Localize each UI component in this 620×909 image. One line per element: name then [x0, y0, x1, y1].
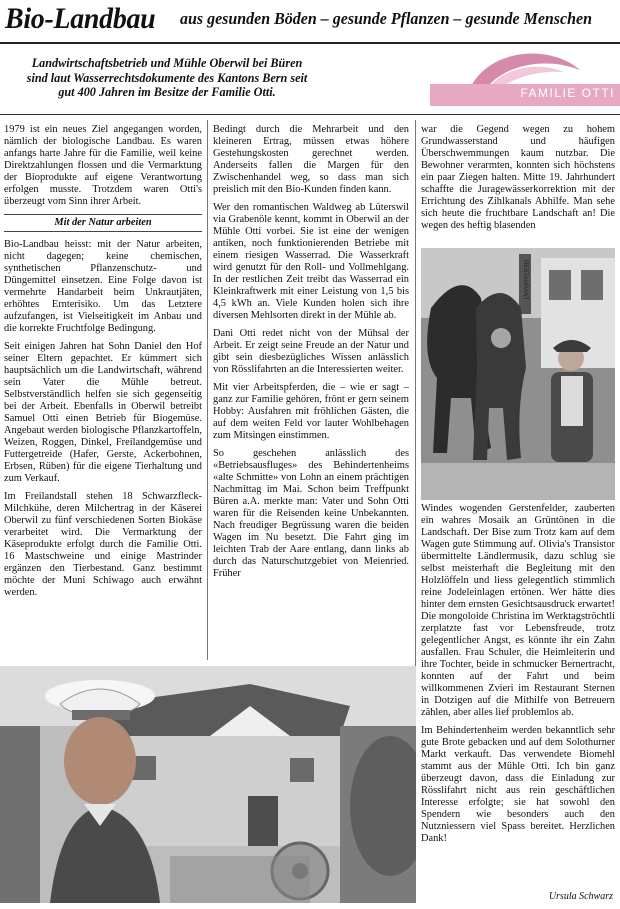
author-signature: Ursula Schwarz	[548, 891, 613, 902]
family-logo	[430, 48, 620, 110]
paragraph: Windes wogenden Gerstenfelder, zauberten ein wahres Mosaik an Grüntönen in die Landschaft. Der Bise zum Trotz kam auf dem Wagen gute Stimmung auf. Olivia's Transistor übermittelte Ländlermusik, dazu schlug sie selbst meisterhaft die Begleitung mit den Holzlöffeln und liess gelegentlich stimmlich reine Jodeleinlagen ertönen. Wer hätte dies hinter dem ernsten Gesichtsausdruck erwartet! Die mongoloide Christina im Werktagströchtli zerplatzte fast vor Lebensfreude, trotz gelegentlicher Angst, es könnte ihr ein Zahn ausfallen. Frau Schuler, die Heimleiterin und ihre Tochter, beide in schmucker Bernertracht, konnten auf der Fahrt und beim willkommenen Zvieri im Restaurant Sternen in Dotzigen auf die Mithilfe von Betreuern zählen, aber alles lief problemlos ab.	[421, 503, 615, 718]
paragraph: Seit einigen Jahren hat Sohn Daniel den Hof seiner Eltern gepachtet. Er kümmert sich hauptsächlich um die Landwirtschaft, während sein Vater die Mühle betreut. Selbstverständlich helfen sie sich gegenseitig bei der Arbeit. Ebenfalls in Oberwil betreibt Samuel Otti einen Betrieb für Biogemüse. Angebaut werden biologische Pflanzkartoffeln, Weizen, Roggen, Dinkel, Freilandgemüse und Futtergetreide (Hafer, Gerste, Ackerbohnen, Erbsen, Rüben) für die eigene Tierhaltung und zum Verkauf.	[4, 341, 202, 484]
restaurant-sign: RESTAURANT	[522, 260, 528, 301]
article-column-2	[213, 124, 409, 586]
intro-rule	[0, 114, 620, 115]
paragraph: Wer den romantischen Waldweg ab Lüterswil via Grabenöle kennt, kommt in Oberwil an der Mühle Otti vorbei. Sie ist eine der wenigen antiken, noch funktionierenden Betriebe mit einem riesigen Wasserrad. Die Wasserkraft wird genutzt für den Roll- und Vollmehlgang. In der restlichen Zeit treibt das Wasserrad ein Kleinkraftwerk mit einer Leistung von 1,5 bis 4,5 kWh an. Viele Kunden holen sich ihre diversen Mehlsorten direkt in der Mühle ab.	[213, 202, 409, 321]
column-rule-1	[207, 120, 208, 660]
article-column-3-top	[421, 124, 615, 238]
farmer-photo	[0, 666, 416, 903]
page-title: Bio-Landbau	[5, 2, 156, 35]
horses-photo	[421, 248, 615, 500]
article-column-1	[4, 124, 202, 605]
section-subhead: Mit der Natur arbeiten	[4, 214, 202, 232]
page-subtitle: aus gesunden Böden – gesunde Pflanzen – gesunde Menschen	[180, 9, 592, 28]
paragraph: Mit vier Arbeitspferden, die – wie er sagt – ganz zur Familie gehören, frönt er gern seinem Hobby: Ausfahren mit fröhlichen Gästen, die auf dem weiten Feld vor lauter Wohlbehagen zum Mitsingen einstimmen.	[213, 382, 409, 441]
paragraph: 1979 ist ein neues Ziel angegangen worden, nämlich der biologische Landbau. Es waren anfangs harte Jahre für die Familie, weil keine Direktzahlungen flossen und die Vermarktung der Bioprodukte auf eigene Verantwortung erfolgen musste. Trotzdem waren Otti's überzeugt vom Sinn ihrer Arbeit.	[4, 124, 202, 207]
paragraph: Im Freilandstall stehen 18 Schwarzfleck-Milchkühe, deren Milchertrag in der Käserei Oberwil zu fünf verschiedenen Sorten Biokäse verarbeitet wird. Die Vermarktung der Käseprodukte erfolgt durch die Familie Otti. 16 Mastschweine und einige Mastrinder ergänzen den Tierbestand. Ganz bestimmt möchte der Muni Schiwago auch erwähnt werden.	[4, 491, 202, 598]
header-rule	[0, 42, 620, 44]
paragraph: Im Behindertenheim werden bekanntlich sehr gute Brote gebacken und auf dem Solothurner Markt verkauft. Das verwendete Biomehl stammt aus der Mühle Otti. Ich bin ganz überzeugt davon, dass die Einladung zur Rösslifahrt nicht aus rein geschäftlichen Interesse erfolgte; sie hat sowohl den Spendern wie besonders auch den Nutzniessern viel Spass bereitet. Herzlichen Dank!	[421, 725, 615, 844]
logo-text: FAMILIE OTTI	[520, 86, 615, 100]
paragraph: So geschehen anlässlich des «Betriebsausfluges» des Behindertenheims «alte Schmitte» von Lohn an einem prächtigen Nachmittag im Mai. Schon beim Treffpunkt Büren a.A. merkte man: Vater und Sohn Otti waren für die Reisenden keine Unbekannten. Nach freudiger Begrüssung waren die beiden Wagen im Nu besetzt. Die Fahrt ging im leichten Trab der Aare entlang, dann links ab durch das Naturschutzgebiet von Meienried. Früher	[213, 448, 409, 579]
page-header	[0, 0, 620, 40]
paragraph: Dani Otti redet nicht von der Mühsal der Arbeit. Er zeigt seine Freude an der Natur und gibt sein diesbezügliches Wissen anlässlich von Rösslifahrten an die Interessierten weiter.	[213, 328, 409, 375]
intro-lead: Landwirtschaftsbetrieb und Mühle Oberwil bei Büren sind laut Wasserrechtsdokumente des Kantons Bern seit gut 400 Jahren im Besitze der Familie Otti.	[26, 56, 308, 99]
paragraph: Bedingt durch die Mehrarbeit und den kleineren Ertrag, müssen etwas höhere Gestehungskosten gerechnet werden. Anderseits fallen die Margen für den Zwischenhandel weg, so dass man sich preislich mit den Bio-Kunden finden kann.	[213, 124, 409, 195]
paragraph: Bio-Landbau heisst: mit der Natur arbeiten, nicht dagegen; keine chemischen, synthetischen Pflanzenschutz- und Düngemittel einsetzen. Eine Folge davon ist vermehrte Handarbeit beim Unkrautjäten, erhöhtes Ernterisiko. Um das Letztere aufzufangen, ist Vielseitigkeit im Anbau und die korrekte Fruchtfolge Bedingung.	[4, 239, 202, 334]
article-column-3-bottom	[421, 503, 615, 851]
paragraph: war die Gegend wegen zu hohem Grundwasserstand und häufigen Überschwemmungen kaum nutzbar. Die Bewohner verarmten, konnten sich höchstens ein paar Ziegen halten. Mitte 19. Jahrhundert schaffte die Juragewässerkorrektion mit der Errichtung des Zihlkanals Abhilfe. Man sehe sich heute die fruchtbare Landschaft an! Die wegen des heftig blasenden	[421, 124, 615, 231]
